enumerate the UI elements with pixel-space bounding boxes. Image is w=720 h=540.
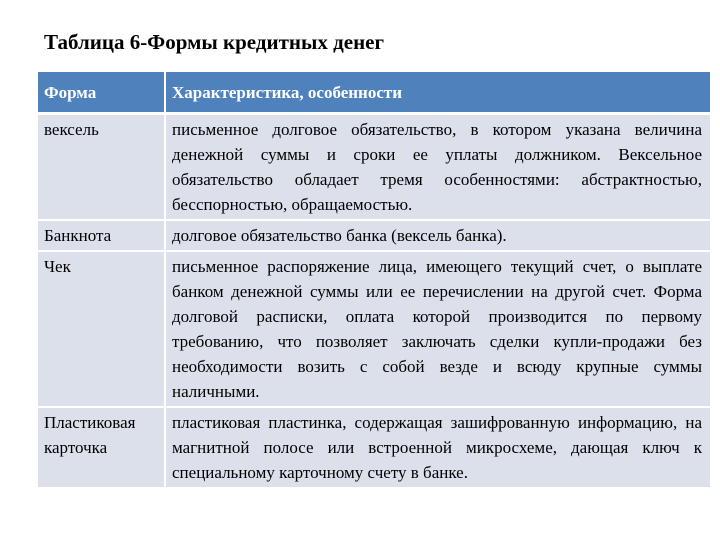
row-form-banknote: Банкнота xyxy=(38,221,164,252)
table-row xyxy=(38,252,710,408)
table-row xyxy=(38,115,710,221)
row-description-plastic-card: пластиковая пластинка, содержащая зашифрованную информацию, на магнитной полосе или встроенной микросхеме, дающая ключ к специальному карточному счету в банке. xyxy=(164,408,710,489)
row-description-banknote: долговое обязательство банка (вексель банка). xyxy=(164,221,710,252)
row-form-cheque: Чек xyxy=(38,252,164,408)
table-header-row xyxy=(38,72,710,115)
row-form-bill: вексель xyxy=(38,115,164,221)
table-row xyxy=(38,221,710,252)
row-form-plastic-card: Пластиковая карточка xyxy=(38,408,164,489)
header-form: Форма xyxy=(38,72,164,115)
table-title: Таблица 6-Формы кредитных денег xyxy=(44,30,385,54)
table-row xyxy=(38,408,710,489)
row-description-cheque: письменное распоряжение лица, имеющего текущий счет, о выплате банком денежной суммы или ее перечислении на другой счет. Форма долговой расписки, оплата которой производится по первому требованию, что позволяет заключать сделки купли-продажи без необходимости возить с собой везде и всюду крупные суммы наличными. xyxy=(164,252,710,408)
credit-money-forms-table xyxy=(38,72,710,489)
header-characteristics: Характеристика, особенности xyxy=(164,72,710,115)
row-description-bill: письменное долговое обязательство, в котором указана величина денежной суммы и сроки ее уплаты должником. Вексельное обязательство обладает тремя особенностями: абстрактностью, бесспорностью, обращаемостью. xyxy=(164,115,710,221)
